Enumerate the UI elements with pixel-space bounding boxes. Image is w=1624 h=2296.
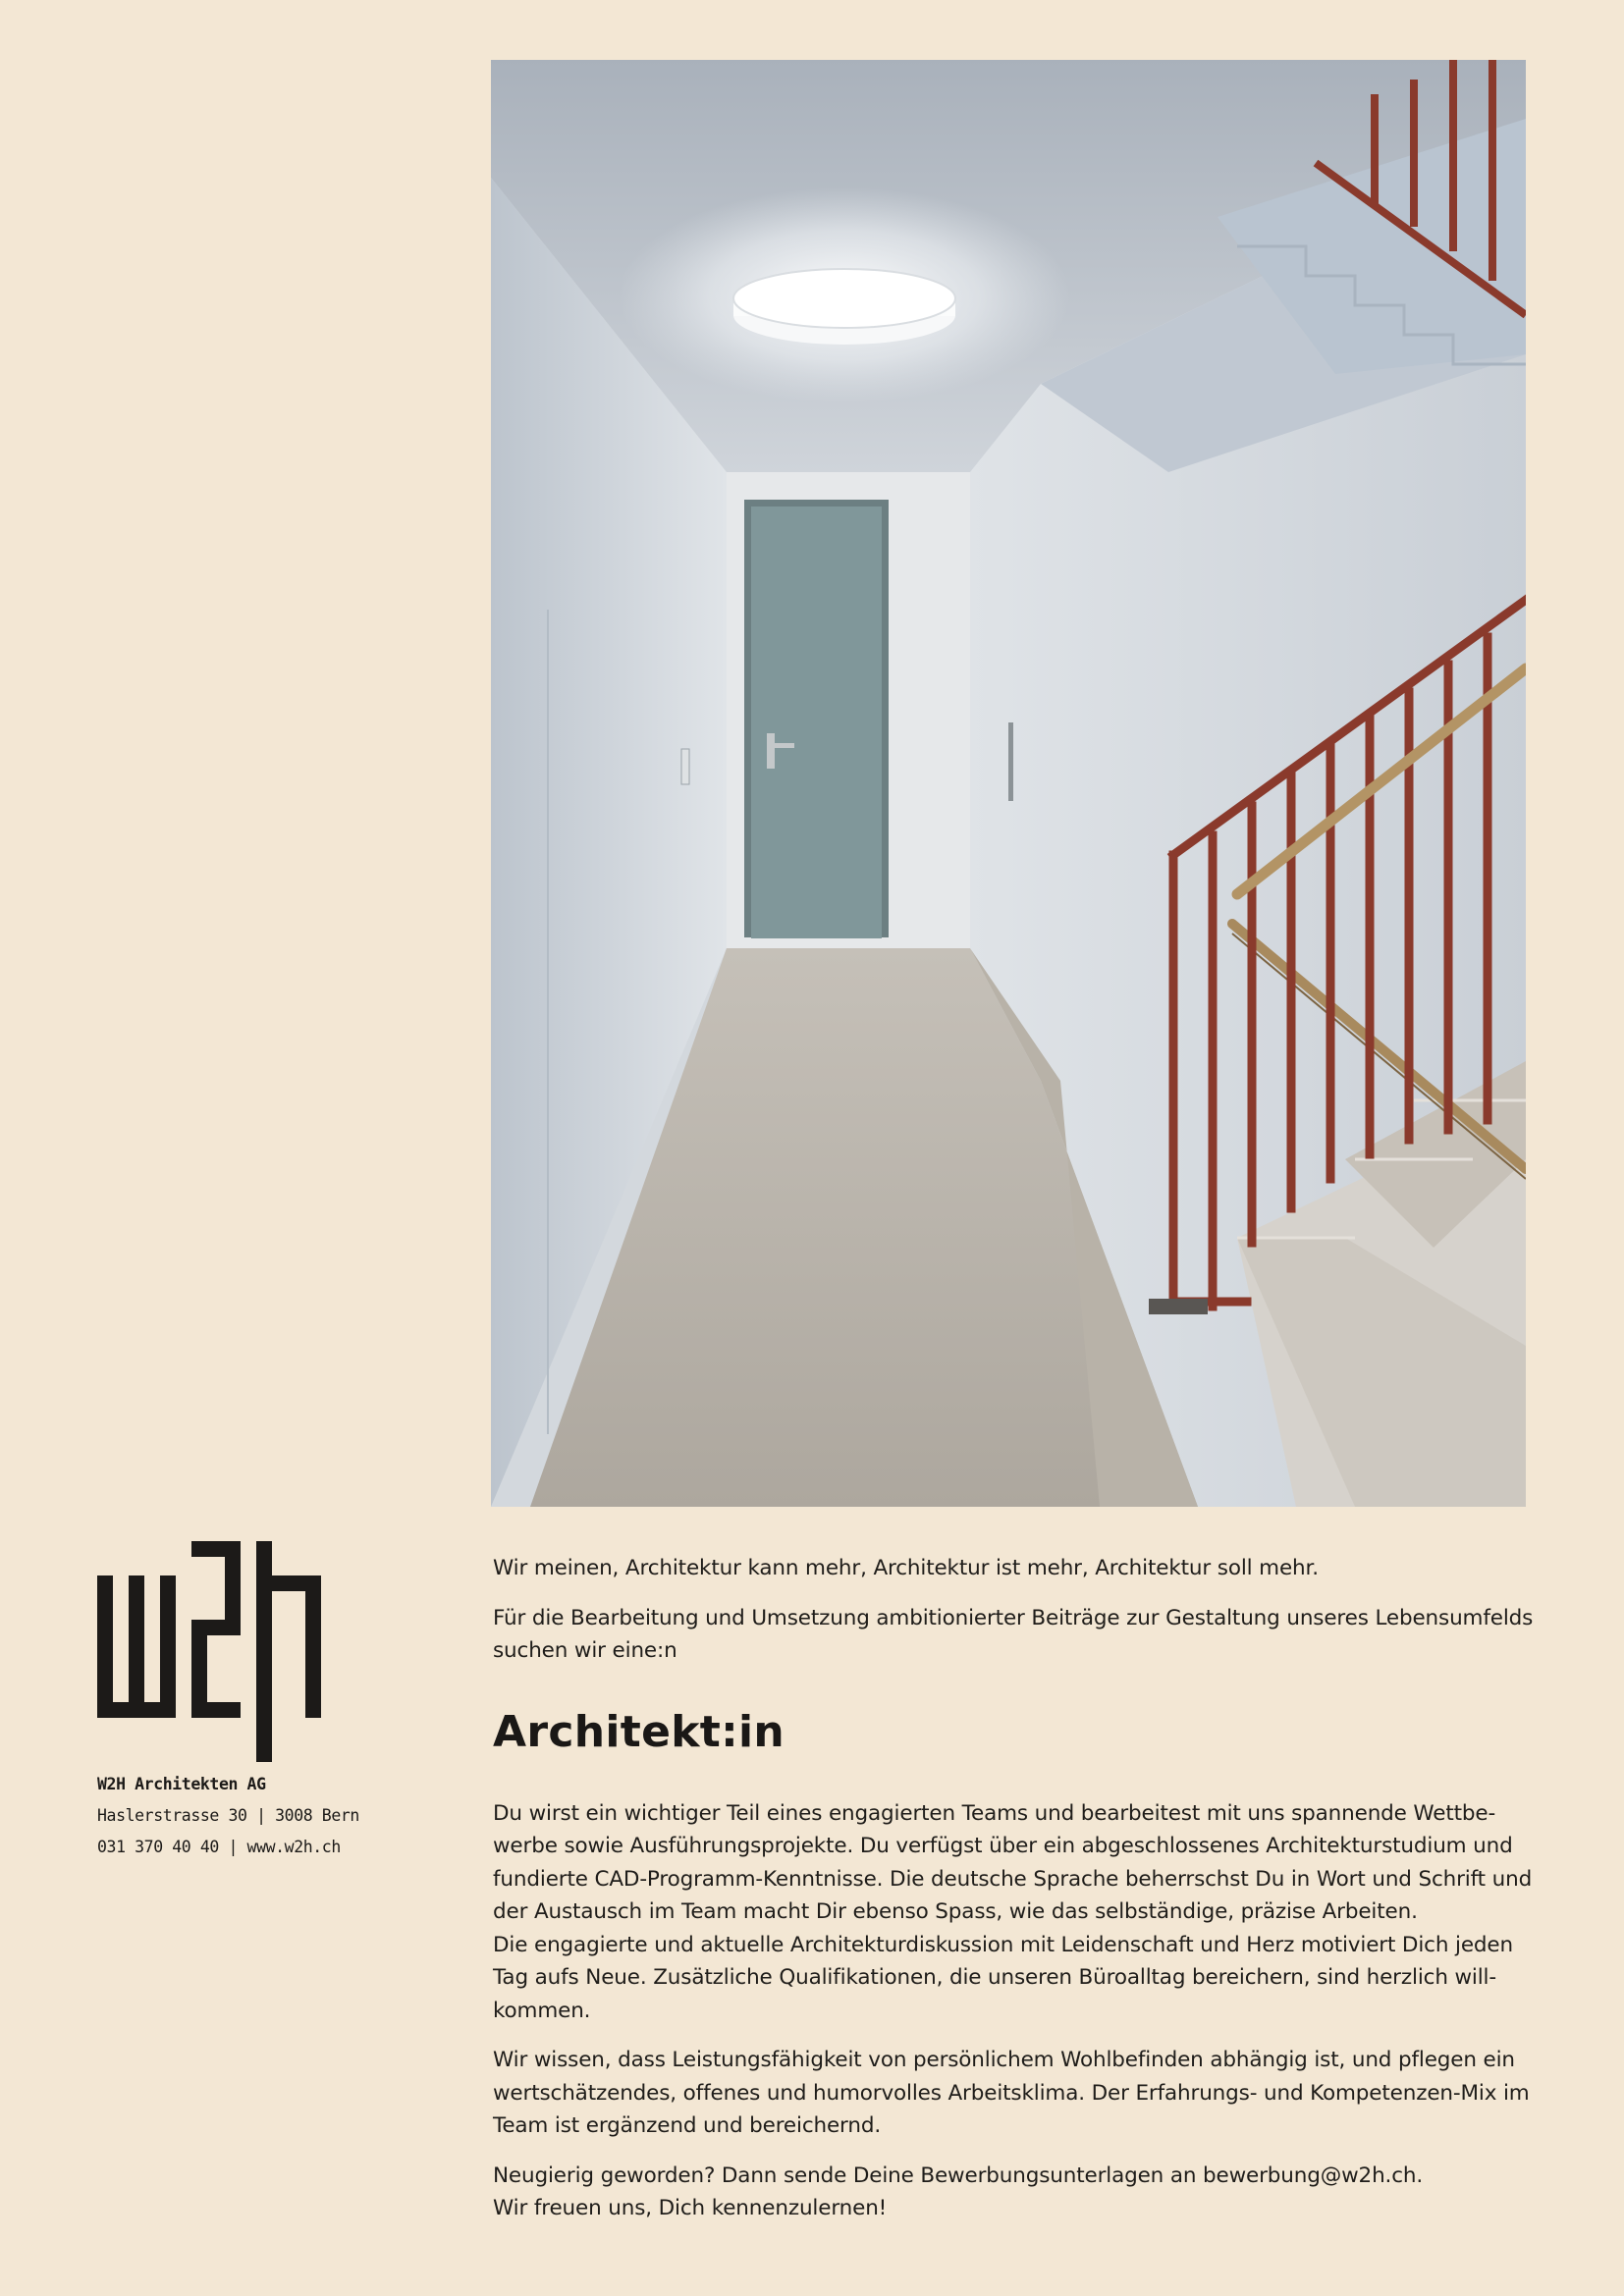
body-paragraph-apply — [493, 2160, 1534, 2225]
body-line: kommen. — [493, 1998, 591, 2023]
job-title: Architekt:in — [493, 1706, 785, 1757]
intro-search — [493, 1602, 1534, 1668]
body-line: werbe sowie Ausführungsprojekte. Du verfügst über ein abgeschlossenes Architekturstudium und — [493, 1834, 1513, 1858]
body-paragraph-role — [493, 1797, 1534, 2028]
closing-line: Wir freuen uns, Dich kennenzulernen! — [493, 2196, 888, 2220]
company-contact: 031 370 40 40 | www.w2h.ch — [97, 1838, 341, 1856]
stairwell-photo — [491, 60, 1526, 1507]
intro-search-line: Für die Bearbeitung und Umsetzung ambitionierter Beiträge zur Gestaltung unseres Lebensumfelds — [493, 1605, 1534, 1630]
intro-statement: Wir meinen, Architektur kann mehr, Architektur ist mehr, Architektur soll mehr. — [493, 1556, 1319, 1580]
company-name: W2H Architekten AG — [97, 1775, 266, 1793]
body-line: Wir wissen, dass Leistungsfähigkeit von persönlichem Wohlbefinden abhängig ist, und pflegen ein — [493, 2048, 1515, 2072]
body-line: wertschätzendes, offenes und humorvolles Arbeitsklima. Der Erfahrungs- und Kompetenzen-Mix im — [493, 2080, 1530, 2106]
intro-search-line: suchen wir eine:n — [493, 1638, 677, 1663]
body-line: der Austausch im Team macht Dir ebenso Spass, wie das selbständige, präzise Arbeiten. — [493, 1899, 1418, 1924]
body-line: Team ist ergänzend und bereichernd. — [493, 2113, 882, 2138]
body-line: Die engagierte und aktuelle Architekturdiskussion mit Leidenschaft und Herz motiviert Dich jeden — [493, 1932, 1513, 1957]
body-line: fundierte CAD-Programm-Kenntnisse. Die deutsche Sprache beherrschst Du in Wort und Schrift und — [493, 1866, 1533, 1892]
apply-line: Neugierig geworden? Dann sende Deine Bewerbungsunterlagen an bewerbung@w2h.ch. — [493, 2163, 1424, 2188]
w2h-logo — [97, 1541, 328, 1762]
body-line: Tag aufs Neue. Zusätzliche Qualifikationen, die unseren Büroalltag bereichern, sind herzlich will- — [493, 1965, 1496, 1990]
company-info — [97, 1769, 451, 1863]
company-address: Haslerstrasse 30 | 3008 Bern — [97, 1806, 359, 1825]
body-paragraph-culture — [493, 2044, 1534, 2143]
job-description — [493, 1552, 1534, 2225]
body-line: Du wirst ein wichtiger Teil eines engagierten Teams und bearbeitest mit uns spannende Wettbe- — [493, 1800, 1496, 1826]
